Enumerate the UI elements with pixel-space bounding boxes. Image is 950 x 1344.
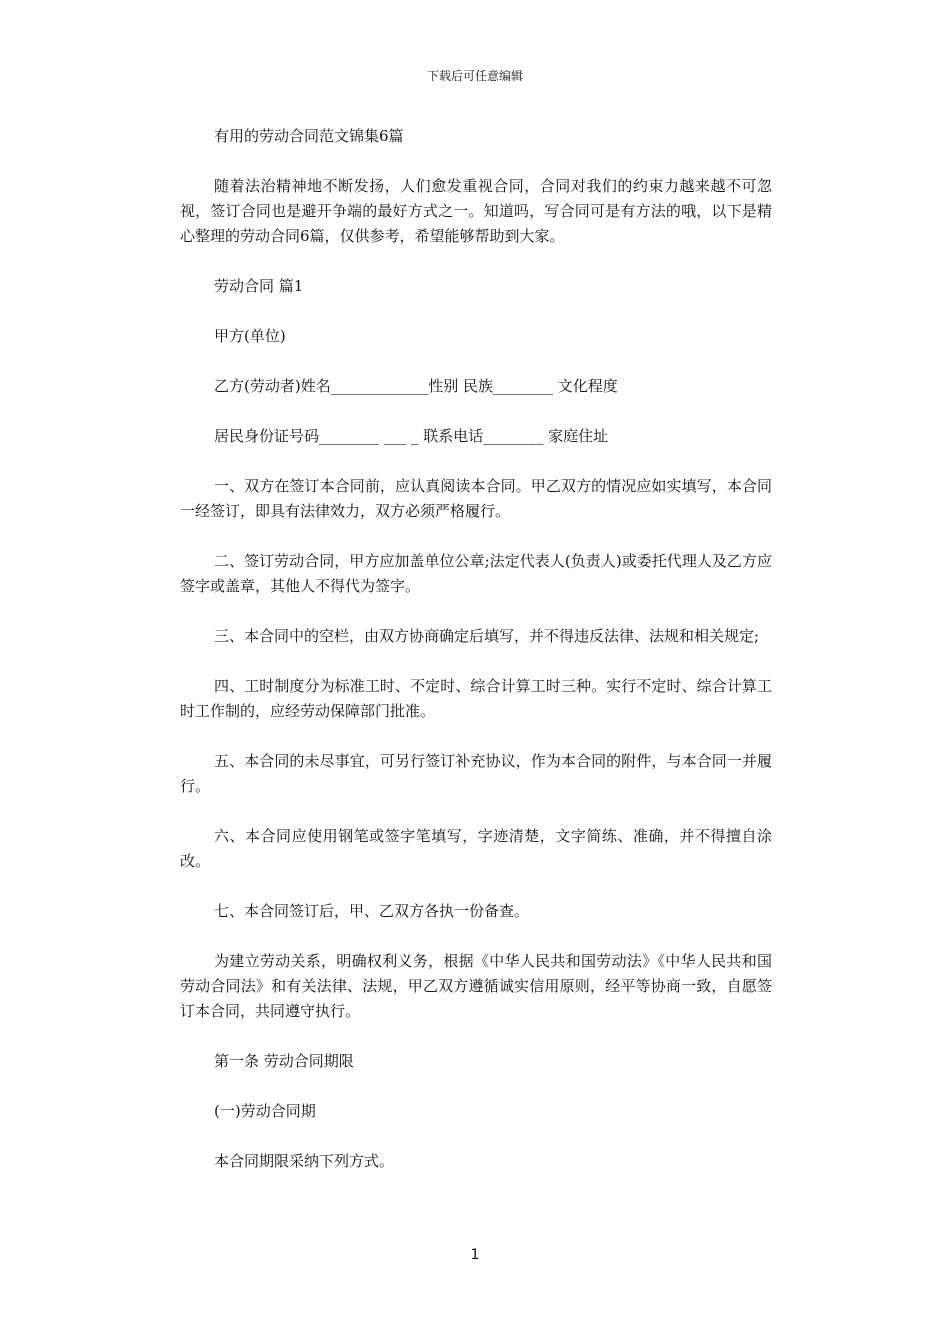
document-title: 有用的劳动合同范文锦集6篇 [214,127,404,145]
party-a-line: 甲方(单位) [214,327,286,345]
clause-4: 四、工时制度分为标准工时、不定时、综合计算工时三种。实行不定时、综合计算工时工作制的，应经劳动保障部门批准。 [180,677,772,720]
clause-3: 三、本合同中的空栏，由双方协商确定后填写，并不得违反法律、法规和相关规定; [214,627,760,645]
id-phone-address-line: 居民身份证号码________ ___ _ 联系电话________ 家庭住址 [214,427,609,445]
term-line: 本合同期限采纳下列方式。 [214,1152,395,1170]
article-one-heading: 第一条 劳动合同期限 [214,1052,354,1070]
intro-paragraph: 随着法治精神地不断发扬，人们愈发重视合同，合同对我们的约束力越来越不可忽视，签订合同也是避开争端的最好方式之一。知道吗，写合同可是有方法的哦，以下是精心整理的劳动合同6篇，仅供参考，希望能够帮助到大家。 [180,177,772,245]
preamble-paragraph: 为建立劳动关系，明确权利义务，根据《中华人民共和国劳动法》《中华人民共和国劳动合同法》和有关法律、法规，甲乙双方遵循诚实信用原则，经平等协商一致，自愿签订本合同，共同遵守执行。 [180,952,772,1020]
clause-5: 五、本合同的未尽事宜，可另行签订补充协议，作为本合同的附件，与本合同一并履行。 [180,752,772,795]
party-b-line: 乙方(劳动者)姓名_____________性别 民族________ 文化程度 [214,377,618,395]
clause-7: 七、本合同签订后，甲、乙双方各执一份备查。 [214,902,530,920]
clause-2: 二、签订劳动合同，甲方应加盖单位公章;法定代表人(负责人)或委托代理人及乙方应签字或盖章，其他人不得代为签字。 [180,552,772,595]
page-header: 下载后可任意编辑 [426,69,523,83]
document-body [180,124,772,1199]
sub-section-heading: (一)劳动合同期 [214,1102,316,1120]
section-heading: 劳动合同 篇1 [214,277,304,295]
clause-1: 一、双方在签订本合同前，应认真阅读本合同。甲乙双方的情况应如实填写，本合同一经签订，即具有法律效力，双方必须严格履行。 [180,477,772,520]
page-number: 1 [470,1247,480,1263]
clause-6: 六、本合同应使用钢笔或签字笔填写，字迹清楚，文字简练、准确，并不得擅自涂改。 [180,827,772,870]
